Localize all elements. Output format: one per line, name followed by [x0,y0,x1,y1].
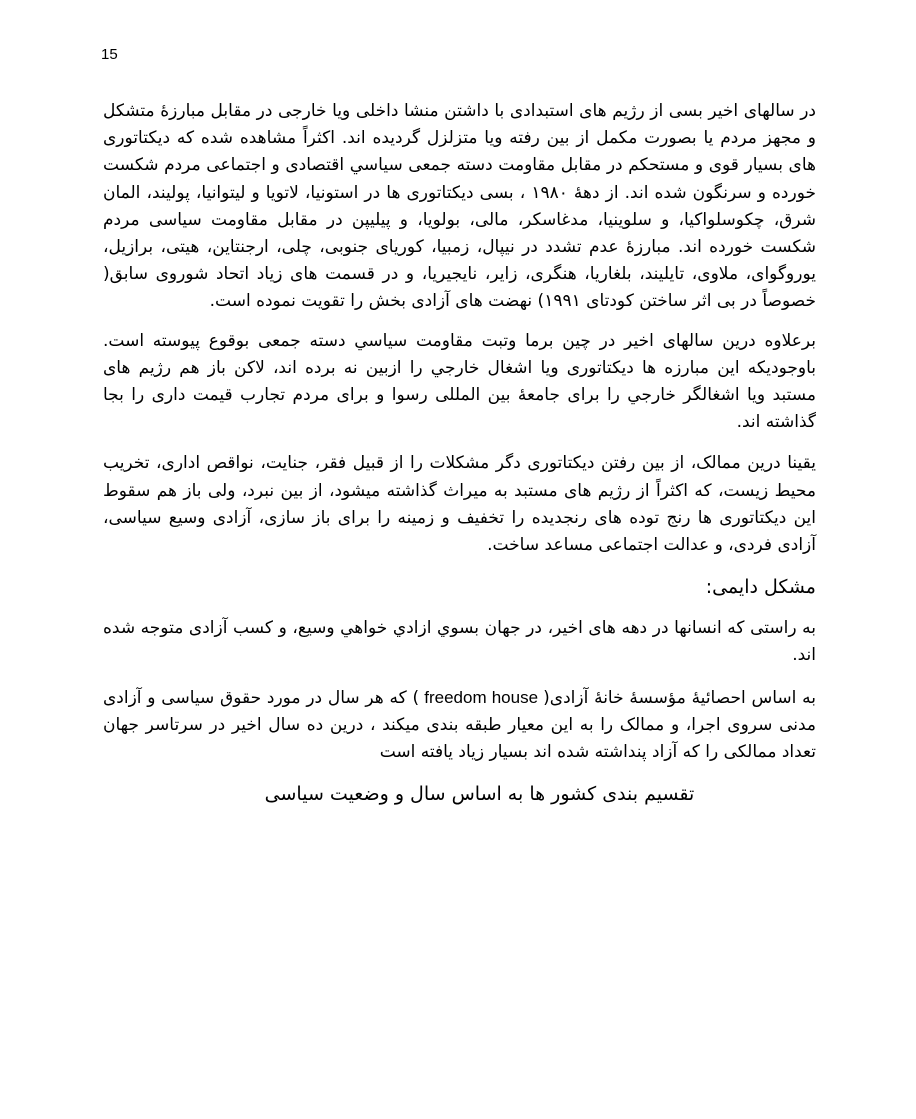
paragraph-1: در سالهای اخیر بسی از رژیم های استبدادی با داشتن منشا داخلی ویا خارجی در مقابل مبارزهٔ متشکل و مجهز مردم یا بصورت مکمل از بین رفته ویا متزلزل گردیده اند. اکثراً مشاهده شده که دیکتاتوری های بسیار قوی و مستحکم در مقابل مقاومت دسته جمعی سیاسي اقتصادی و اجتماعی مردم شکست خورده و سرنگون شده اند. از دههٔ ۱۹۸۰ ، بسی دیکتاتوری ها در استونیا، لاتویا و لیتوانیا، پولیند، المان شرق، چکوسلواکیا، و سلوینیا، مدغاسکر، مالی، بولویا، و پیلیپن در مقابل مقاومت سیاسی مردم شکست خورده اند. مبارزهٔ عدم تشدد در نیپال، زمبیا، کوریای جنوبی، چلی، ارجنتاین، هیتی، برازیل، یوروگوای، ملاوی، تایلیند، بلغاریا، هنگری، زایر، نایجیریا، و در قسمت های زیاد اتحاد شوروی سابق( خصوصاً در بی اثر ساختن کودتای ۱۹۹۱) نهضت های آزادی بخش را تقویت نموده است. [103,101,817,312]
section-heading: مشکل دایمی: [705,576,816,599]
paragraph-5 [103,684,816,767]
paragraph-3: یقینا درین ممالک، از بین رفتن دیکتاتوری دگر مشکلات را از قبیل فقر، جنایت، نواقص اداری، تخریب محیط زیست، که اکثراً از رژیم های مستبد به میراث گذاشته میشود، از بین نبرد، ولی باز هم سقوط این دیکتاتوری ها رنج توده های رنجدیده را تخفیف و زمینه را برای باز سازی، آزادی وسیع سیاسی، آزادی فردی، و عدالت اجتماعی مساعد ساخت. [103,453,816,556]
document-body [103,98,816,808]
page-number: 15 [101,46,118,63]
table-caption: تقسیم بندی کشور ها به اساس سال و وضعیت سیاسی [264,783,695,806]
paragraph-5-after: ) که هر سال در مورد حقوق سیاسی و آزادی مدنی سروی اجرا، و ممالک را به این معیار طبقه بندی میکند ، درین ده سال اخیر در سرتاسر جهان تعداد ممالکی را که آزاد پنداشته شده اند بسیار زیاد یافته است [103,687,816,763]
freedom-house-term: freedom house [419,687,544,707]
paragraph-2: برعلاوه درین سالهای اخیر در چین برما وتبت مقاومت سیاسي دسته جمعی بوقوع پیوسته است. باوجودیکه این مبارزه ها دیکتاتوری ویا اشغال خارجي را ازبین نه برده اند، لاکن باز هم رژیم های مستبد ویا اشغالگر خارجي را برای جامعهٔ بین المللی رسوا و برای مردم تجارب قیمت داری را بجا گذاشته اند. [103,330,816,433]
paragraph-5-before: به اساس احصائیهٔ مؤسسهٔ خانهٔ آزادی( [543,687,816,708]
paragraph-4: به راستی که انسانها در دهه های اخیر، در جهان بسوي ازادي خواهي وسیع، و کسب آزادی متوجه شده اند. [103,618,816,666]
